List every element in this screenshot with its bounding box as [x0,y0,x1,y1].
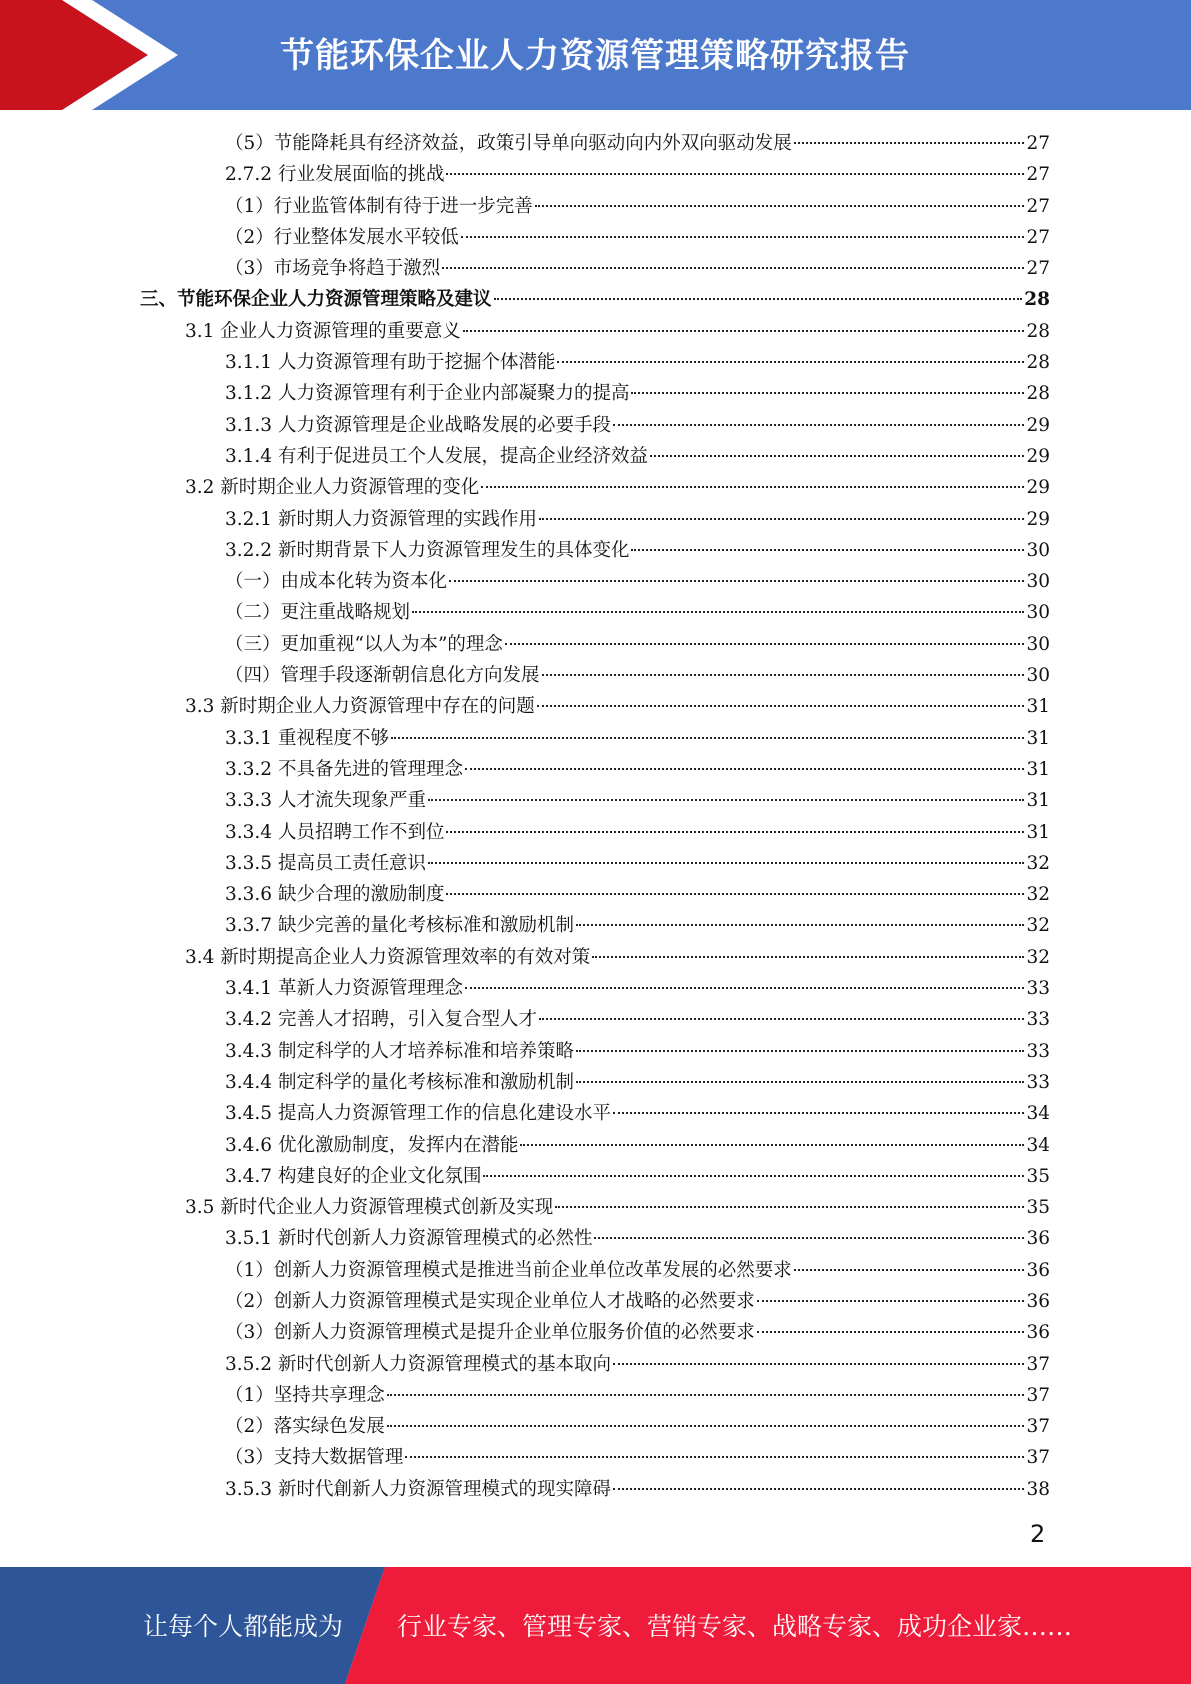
toc-entry-title: 3.5.2 新时代创新人力资源管理模式的基本取向 [225,1353,611,1375]
toc-entry-page: 31 [1026,696,1050,718]
toc-entry-page: 33 [1026,1071,1050,1093]
toc-entry-title: （2）落实绿色发展 [225,1416,385,1438]
page-header [0,0,1191,110]
page-number: 2 [1030,1520,1046,1548]
toc-entry-title: 3.3.3 人才流失现象严重 [225,790,426,812]
toc-entry-title: （2）创新人力资源管理模式是实现企业单位人才战略的必然要求 [225,1290,755,1312]
toc-entry-page: 32 [1026,946,1050,968]
toc-entry-page: 28 [1024,289,1050,311]
toc-entry[interactable] [140,222,1050,253]
toc-entry[interactable] [140,1286,1050,1317]
toc-entry[interactable] [140,159,1050,190]
toc-entry-page: 27 [1026,164,1050,186]
toc-entry[interactable] [140,1130,1050,1161]
toc-entry-page: 31 [1026,821,1050,843]
toc-entry[interactable] [140,754,1050,785]
table-of-contents [140,128,1050,1505]
toc-dot-leader [412,611,1024,613]
toc-entry-title: 3.4.6 优化激励制度，发挥内在潜能 [225,1134,519,1156]
toc-dot-leader [405,1456,1024,1458]
toc-entry-page: 35 [1026,1165,1050,1187]
toc-entry[interactable] [140,1317,1050,1348]
toc-entry[interactable] [140,910,1050,941]
toc-entry-title: 3.2.1 新时期人力资源管理的实践作用 [225,508,537,530]
toc-dot-leader [757,1300,1025,1302]
toc-entry-page: 37 [1026,1353,1050,1375]
toc-dot-leader [446,831,1024,833]
toc-entry-page: 28 [1026,383,1050,405]
toc-entry-title: 3.3.1 重视程度不够 [225,727,389,749]
toc-entry-title: 3.3.6 缺少合理的激励制度 [225,884,445,906]
toc-dot-leader [613,1363,1024,1365]
toc-entry[interactable] [140,566,1050,597]
toc-entry-title: 3.4.5 提高人力资源管理工作的信息化建设水平 [225,1103,611,1125]
toc-entry-title: 3.4 新时期提高企业人力资源管理效率的有效对策 [185,946,591,968]
toc-entry-title: （1）创新人力资源管理模式是推进当前企业单位改革发展的必然要求 [225,1259,792,1281]
toc-dot-leader [449,580,1024,582]
toc-entry-page: 36 [1026,1322,1050,1344]
toc-entry-page: 30 [1026,571,1050,593]
toc-dot-leader [631,549,1024,551]
toc-dot-leader [461,236,1025,238]
toc-entry-title: 3.1.4 有利于促进员工个人发展，提高企业经济效益 [225,445,648,467]
toc-dot-leader [613,1488,1024,1490]
toc-entry-page: 29 [1026,477,1050,499]
toc-entry-title: 3.4.7 构建良好的企业文化氛围 [225,1165,482,1187]
toc-entry[interactable] [140,817,1050,848]
toc-entry-title: 3.5 新时代企业人力资源管理模式创新及实现 [185,1197,554,1219]
toc-dot-leader [387,1425,1025,1427]
toc-entry-title: （3）支持大数据管理 [225,1447,404,1469]
toc-dot-leader [428,799,1024,801]
toc-dot-leader [481,486,1024,488]
toc-dot-leader [757,1331,1025,1333]
toc-dot-leader [505,643,1025,645]
toc-entry-page: 29 [1026,508,1050,530]
toc-entry[interactable] [140,284,1050,315]
toc-entry-page: 28 [1026,352,1050,374]
toc-dot-leader [483,1175,1024,1177]
footer-slogan-right: 行业专家、管理专家、营销专家、战略专家、成功企业家…… [397,1612,1073,1641]
toc-dot-leader [576,1081,1024,1083]
toc-entry-page: 34 [1026,1134,1050,1156]
toc-entry-page: 31 [1026,758,1050,780]
toc-entry-page: 38 [1026,1478,1050,1500]
toc-entry-title: （3）市场竞争将趋于激烈 [225,258,441,280]
toc-entry[interactable] [140,1192,1050,1223]
toc-entry-title: 3.4.2 完善人才招聘，引入复合型人才 [225,1009,537,1031]
toc-entry-title: （二）更注重战略规划 [225,602,411,624]
toc-entry-page: 37 [1026,1416,1050,1438]
toc-entry-page: 33 [1026,978,1050,1000]
toc-entry[interactable] [140,1411,1050,1442]
toc-entry-title: （一）由成本化转为资本化 [225,571,448,593]
toc-entry[interactable] [140,1161,1050,1192]
toc-entry-page: 27 [1026,195,1050,217]
toc-entry-page: 37 [1026,1384,1050,1406]
toc-entry[interactable] [140,253,1050,284]
toc-entry-page: 29 [1026,414,1050,436]
toc-dot-leader [576,1050,1024,1052]
toc-entry-title: （三）更加重视“以人为本”的理念 [225,633,503,655]
toc-entry-title: 三、节能环保企业人力资源管理策略及建议 [140,289,492,311]
toc-entry-title: 3.4.4 制定科学的量化考核标准和激励机制 [225,1071,574,1093]
toc-entry-page: 28 [1026,320,1050,342]
toc-dot-leader [592,956,1024,958]
toc-entry[interactable] [140,691,1050,722]
toc-dot-leader [465,768,1024,770]
toc-dot-leader [594,1237,1024,1239]
toc-entry[interactable] [140,1036,1050,1067]
toc-entry-title: 3.3 新时期企业人力资源管理中存在的问题 [185,696,535,718]
toc-entry[interactable] [140,660,1050,691]
toc-entry-title: （3）创新人力资源管理模式是提升企业单位服务价值的必然要求 [225,1322,755,1344]
toc-entry-page: 33 [1026,1040,1050,1062]
toc-dot-leader [557,361,1024,363]
toc-dot-leader [794,142,1025,144]
toc-entry-title: 3.2.2 新时期背景下人力资源管理发生的具体变化 [225,539,630,561]
toc-entry-page: 36 [1026,1228,1050,1250]
toc-entry[interactable] [140,629,1050,660]
toc-entry-title: 3.1.3 人力资源管理是企业战略发展的必要手段 [225,414,611,436]
toc-entry-title: （四）管理手段逐渐朝信息化方向发展 [225,665,540,687]
toc-entry[interactable] [140,1474,1050,1505]
toc-dot-leader [391,737,1024,739]
toc-dot-leader [446,173,1024,175]
toc-dot-leader [465,987,1024,989]
toc-dot-leader [576,924,1024,926]
toc-entry[interactable] [140,441,1050,472]
toc-entry[interactable] [140,1004,1050,1035]
toc-entry[interactable] [140,128,1050,159]
toc-entry-page: 27 [1026,258,1050,280]
toc-entry-page: 35 [1026,1197,1050,1219]
toc-dot-leader [650,455,1024,457]
toc-entry[interactable] [140,1067,1050,1098]
toc-dot-leader [446,893,1024,895]
toc-entry-title: （1）行业监管体制有待于进一步完善 [225,195,533,217]
toc-entry-title: 3.1.2 人力资源管理有利于企业内部凝聚力的提高 [225,383,630,405]
toc-entry[interactable] [140,191,1050,222]
toc-entry-title: 3.3.7 缺少完善的量化考核标准和激励机制 [225,915,574,937]
toc-entry[interactable] [140,1380,1050,1411]
toc-entry-page: 32 [1026,884,1050,906]
toc-entry[interactable] [140,1255,1050,1286]
page-footer [0,1567,1191,1684]
toc-entry[interactable] [140,316,1050,347]
toc-dot-leader [539,518,1024,520]
toc-entry-title: 3.1.1 人力资源管理有助于挖掘个体潜能 [225,352,556,374]
footer-slogan-left: 让每个人都能成为 [143,1612,344,1641]
toc-dot-leader [539,1018,1024,1020]
toc-entry[interactable] [140,1442,1050,1473]
toc-dot-leader [537,705,1025,707]
report-title: 节能环保企业人力资源管理策略研究报告 [280,36,910,76]
toc-dot-leader [428,862,1024,864]
toc-entry-page: 32 [1026,915,1050,937]
toc-entry-page: 37 [1026,1447,1050,1469]
toc-entry-title: （2）行业整体发展水平较低 [225,226,459,248]
toc-entry-title: 3.3.2 不具备先进的管理理念 [225,758,463,780]
toc-entry[interactable] [140,879,1050,910]
toc-dot-leader [520,1144,1024,1146]
toc-entry[interactable] [140,347,1050,378]
toc-entry[interactable] [140,1349,1050,1380]
toc-dot-leader [794,1269,1025,1271]
toc-entry-page: 32 [1026,852,1050,874]
toc-dot-leader [542,674,1025,676]
toc-entry-title: 3.2 新时期企业人力资源管理的变化 [185,477,480,499]
toc-entry-title: 2.7.2 行业发展面临的挑战 [225,164,445,186]
toc-entry-page: 33 [1026,1009,1050,1031]
toc-dot-leader [555,1206,1024,1208]
toc-entry-title: 3.4.3 制定科学的人才培养标准和培养策略 [225,1040,574,1062]
toc-entry-page: 30 [1026,665,1050,687]
toc-entry-title: 3.3.5 提高员工责任意识 [225,852,426,874]
toc-entry[interactable] [140,785,1050,816]
toc-entry-page: 30 [1026,633,1050,655]
toc-entry-title: （1）坚持共享理念 [225,1384,385,1406]
toc-dot-leader [387,1394,1025,1396]
toc-entry[interactable] [140,723,1050,754]
toc-entry[interactable] [140,597,1050,628]
toc-entry-page: 30 [1026,539,1050,561]
toc-entry-page: 36 [1026,1290,1050,1312]
toc-entry[interactable] [140,973,1050,1004]
toc-dot-leader [613,424,1024,426]
toc-dot-leader [442,267,1024,269]
toc-entry-title: 3.3.4 人员招聘工作不到位 [225,821,445,843]
toc-entry-page: 27 [1026,133,1050,154]
toc-entry[interactable] [140,535,1050,566]
toc-entry-page: 31 [1026,727,1050,749]
toc-entry-title: 3.5.3 新时代創新人力资源管理模式的现实障碍 [225,1478,611,1500]
toc-entry-title: 3.5.1 新时代创新人力资源管理模式的必然性 [225,1228,593,1250]
toc-entry[interactable] [140,1223,1050,1254]
toc-entry-title: 3.4.1 革新人力资源管理理念 [225,978,463,1000]
toc-dot-leader [613,1112,1024,1114]
toc-entry-page: 34 [1026,1103,1050,1125]
toc-entry-page: 29 [1026,445,1050,467]
toc-dot-leader [535,205,1025,207]
toc-entry[interactable] [140,848,1050,879]
toc-entry[interactable] [140,378,1050,409]
toc-entry[interactable] [140,504,1050,535]
toc-dot-leader [631,392,1024,394]
toc-dot-leader [463,330,1025,332]
toc-entry[interactable] [140,410,1050,441]
toc-entry[interactable] [140,942,1050,973]
toc-entry[interactable] [140,1098,1050,1129]
toc-entry[interactable] [140,472,1050,503]
toc-entry-page: 31 [1026,790,1050,812]
toc-entry-title: （5）节能降耗具有经济效益，政策引导单向驱动向内外双向驱动发展 [225,133,792,154]
toc-entry-page: 27 [1026,226,1050,248]
toc-entry-page: 30 [1026,602,1050,624]
toc-entry-page: 36 [1026,1259,1050,1281]
toc-dot-leader [494,298,1023,300]
toc-entry-title: 3.1 企业人力资源管理的重要意义 [185,320,461,342]
